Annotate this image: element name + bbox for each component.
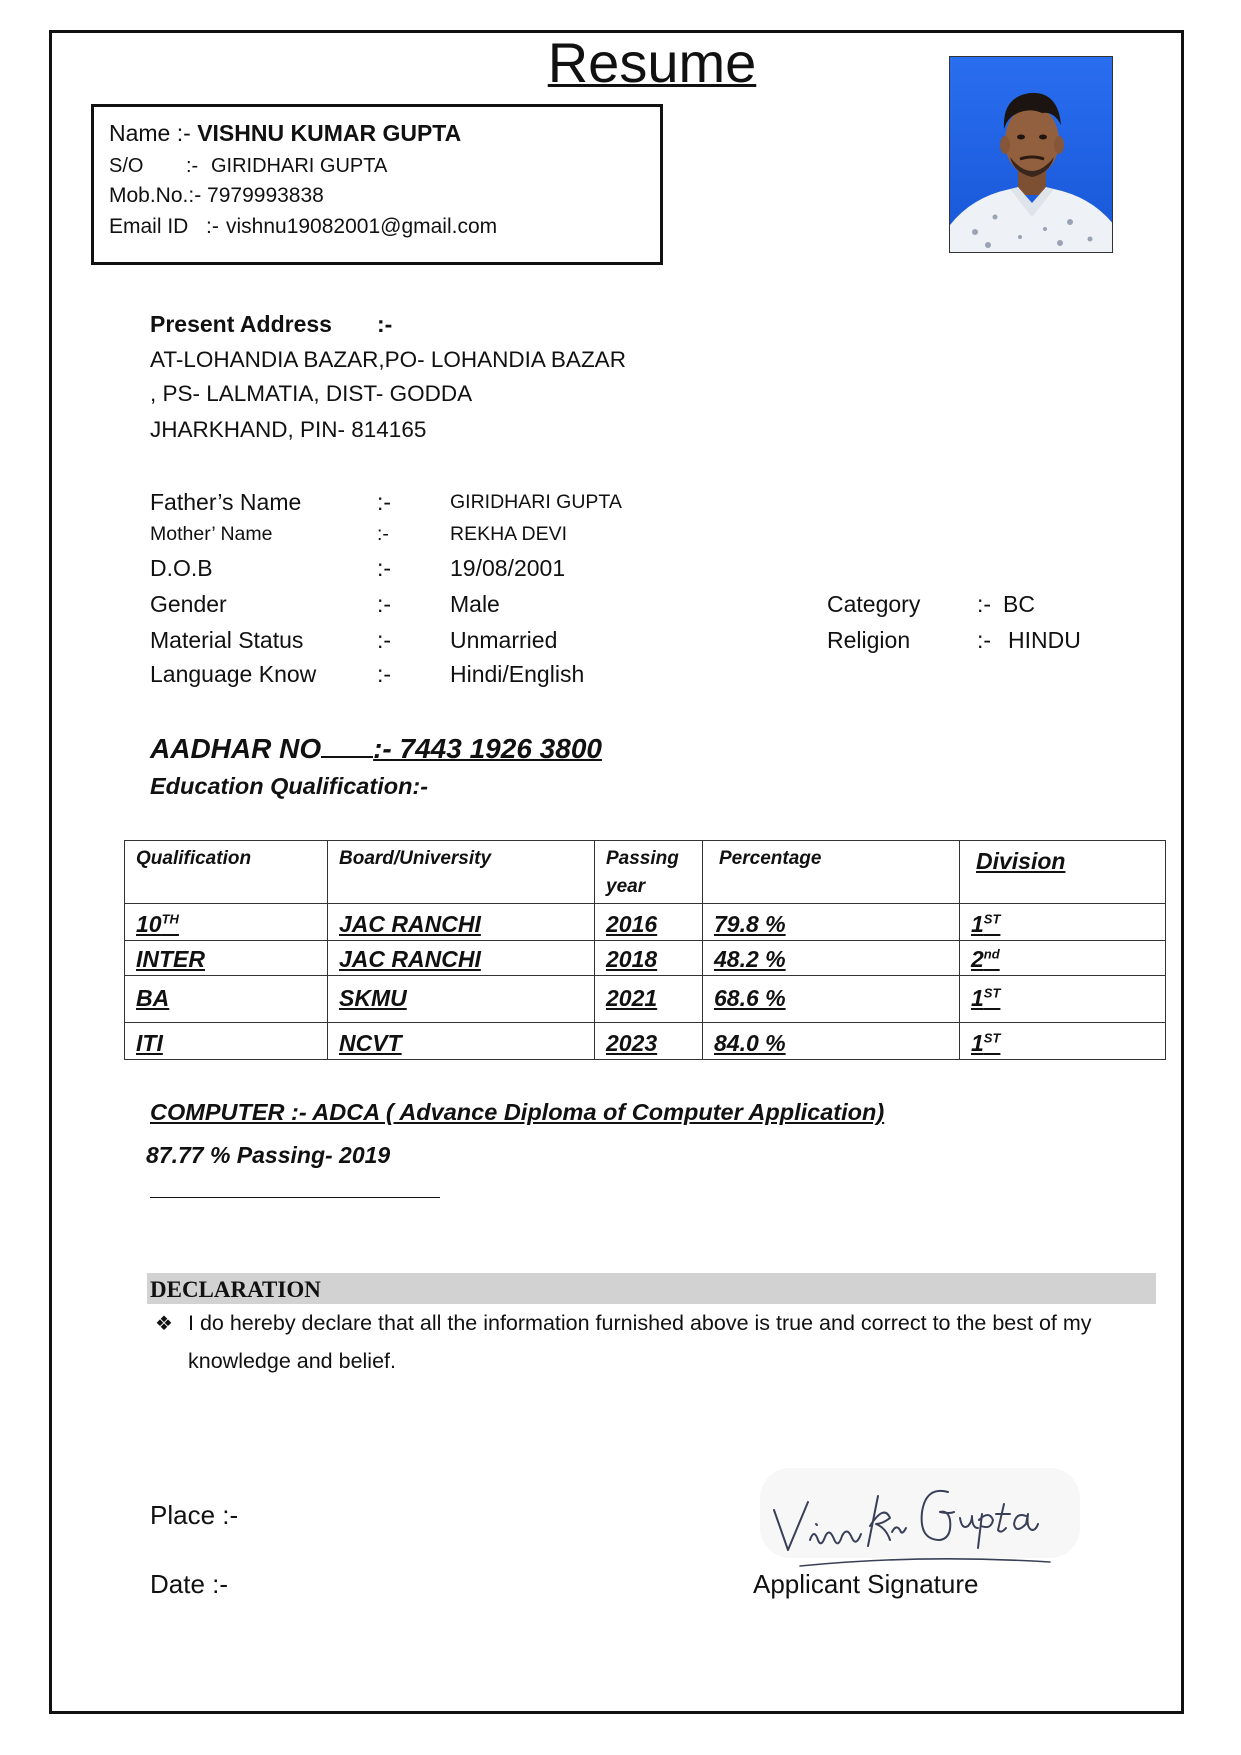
address-line-1: AT-LOHANDIA BAZAR,PO- LOHANDIA BAZAR — [150, 347, 626, 372]
category-separator: :- — [977, 591, 992, 617]
date-label: Date :- — [150, 1569, 229, 1599]
computer-result: 87.77 % Passing- 2019 — [146, 1142, 391, 1168]
detail-label: D.O.B — [150, 555, 213, 581]
detail-row-gender — [150, 588, 1150, 620]
category-label: Category — [827, 591, 921, 617]
detail-value: REKHA DEVI — [450, 523, 568, 545]
email-value: vishnu19082001@gmail.com — [226, 215, 498, 238]
detail-separator: :- — [377, 489, 392, 515]
qualification-cell — [125, 1023, 328, 1060]
address-label: Present Address — [150, 311, 332, 337]
so-separator: :- — [186, 155, 199, 177]
division-cell — [960, 976, 1166, 1023]
board-value: SKMU — [339, 984, 407, 1011]
qualification-text: 10 — [136, 911, 162, 937]
detail-separator: :- — [377, 591, 392, 617]
detail-value: GIRIDHARI GUPTA — [450, 491, 622, 513]
religion-separator: :- — [977, 627, 992, 653]
education-table — [124, 840, 1166, 1060]
detail-row-language — [150, 658, 1150, 690]
detail-separator: :- — [377, 523, 389, 545]
percentage-cell — [703, 904, 960, 941]
division-suffix: ST — [983, 984, 1001, 1000]
board-value: JAC RANCHI — [339, 946, 481, 972]
year-cell — [595, 1023, 703, 1060]
percentage-value: 68.6 % — [714, 984, 786, 1011]
handwritten-signature — [760, 1468, 1090, 1578]
year-value: 2018 — [606, 946, 658, 972]
qualification-value — [136, 911, 179, 937]
division-suffix: ST — [983, 911, 1001, 927]
qualification-text: BA — [136, 984, 170, 1011]
year-value: 2023 — [606, 1030, 658, 1056]
mobile-number: 7979993838 — [207, 184, 324, 207]
qualification-cell — [125, 976, 328, 1023]
address-separator: :- — [377, 311, 393, 337]
detail-label: Mother’ Name — [150, 523, 273, 545]
computer-course: COMPUTER :- ADCA ( Advance Diploma of Computer Application) — [150, 1099, 885, 1125]
name-label: Name :- — [109, 120, 191, 146]
detail-value: Unmarried — [450, 627, 558, 653]
division-suffix: ST — [983, 1030, 1001, 1046]
declaration-text: I do hereby declare that all the information furnished above is true and correct to the best of my knowledge and belief. — [188, 1311, 1092, 1373]
column-header: Board/University — [328, 841, 595, 904]
detail-label: Language Know — [150, 661, 317, 687]
qualification-text: INTER — [136, 946, 205, 972]
signature-label: Applicant Signature — [753, 1569, 979, 1599]
qualification-text: ITI — [136, 1030, 163, 1056]
aadhar-underline-gap — [321, 730, 373, 758]
detail-row-marital — [150, 624, 1150, 656]
qualification-cell — [125, 904, 328, 941]
table-row — [125, 1023, 1166, 1060]
aadhar-line — [150, 730, 602, 767]
detail-label: Gender — [150, 591, 227, 617]
division-text: 1 — [971, 911, 984, 937]
percentage-value: 84.0 % — [714, 1030, 786, 1056]
qualification-value — [136, 946, 205, 972]
division-cell — [960, 941, 1166, 976]
table-row — [125, 904, 1166, 941]
qualification-value — [136, 1030, 163, 1056]
column-header: Qualification — [125, 841, 328, 904]
profile-photo — [949, 56, 1113, 253]
bullet-icon: ❖ — [155, 1311, 173, 1335]
category-value: BC — [1003, 591, 1035, 617]
education-heading: Education Qualification:- — [150, 773, 429, 799]
detail-separator: :- — [377, 555, 392, 581]
detail-label: Material Status — [150, 627, 304, 653]
percentage-value: 48.2 % — [714, 946, 786, 972]
divider-line — [150, 1197, 440, 1198]
board-cell — [328, 1023, 595, 1060]
mobile-label: Mob.No.:- — [109, 184, 202, 207]
board-cell — [328, 976, 595, 1023]
so-label: S/O — [109, 155, 144, 177]
column-header: Percentage — [703, 841, 960, 904]
division-text: 1 — [971, 984, 984, 1011]
name-line — [109, 118, 461, 148]
table-row — [125, 941, 1166, 976]
percentage-cell — [703, 1023, 960, 1060]
board-value: NCVT — [339, 1030, 402, 1056]
percentage-cell — [703, 976, 960, 1023]
division-suffix: nd — [983, 946, 1000, 962]
column-header: Division — [960, 841, 1166, 904]
religion-value: HINDU — [1008, 627, 1081, 653]
division-value — [971, 946, 1000, 972]
detail-row-father — [150, 486, 1150, 518]
detail-row-dob — [150, 552, 1150, 584]
aadhar-number: :- 7443 1926 3800 — [373, 733, 602, 764]
declaration-heading: DECLARATION — [147, 1273, 1156, 1304]
division-cell — [960, 1023, 1166, 1060]
year-value: 2016 — [606, 911, 658, 937]
aadhar-label: AADHAR NO — [150, 733, 322, 764]
division-value — [971, 985, 1000, 1011]
place-label: Place :- — [150, 1500, 239, 1530]
page-title: Resume — [547, 31, 757, 94]
so-line — [109, 151, 387, 181]
year-cell — [595, 976, 703, 1023]
detail-row-mother — [150, 518, 1150, 550]
division-text: 1 — [971, 1030, 984, 1056]
division-text: 2 — [971, 946, 984, 972]
table-row — [125, 976, 1166, 1023]
detail-label: Father’s Name — [150, 489, 302, 515]
year-cell — [595, 941, 703, 976]
contact-box — [91, 104, 663, 265]
address-line-2: , PS- LALMATIA, DIST- GODDA — [150, 381, 473, 406]
board-cell — [328, 941, 595, 976]
column-header: Passing year — [595, 841, 703, 904]
division-cell — [960, 904, 1166, 941]
religion-label: Religion — [827, 627, 911, 653]
portrait-image — [950, 57, 1113, 253]
address-line-3: JHARKHAND, PIN- 814165 — [150, 417, 427, 442]
detail-value: Male — [450, 591, 500, 617]
mobile-line — [109, 181, 324, 211]
email-line — [109, 212, 497, 242]
detail-value: Hindi/English — [450, 661, 585, 687]
qualification-value — [136, 985, 169, 1011]
qualification-cell — [125, 941, 328, 976]
division-value — [971, 1030, 1000, 1056]
detail-value: 19/08/2001 — [450, 555, 566, 581]
year-cell — [595, 904, 703, 941]
detail-separator: :- — [377, 627, 392, 653]
percentage-value: 79.8 % — [714, 911, 786, 937]
so-value: GIRIDHARI GUPTA — [211, 155, 388, 177]
board-value: JAC RANCHI — [339, 911, 481, 937]
division-value — [971, 911, 1000, 937]
detail-separator: :- — [377, 661, 392, 687]
email-separator: :- — [206, 215, 219, 238]
qualification-suffix: TH — [161, 911, 179, 927]
board-cell — [328, 904, 595, 941]
candidate-name: VISHNU KUMAR GUPTA — [197, 120, 462, 146]
email-label: Email ID — [109, 215, 189, 238]
table-header-row — [125, 841, 1166, 904]
year-value: 2021 — [606, 984, 658, 1011]
percentage-cell — [703, 941, 960, 976]
